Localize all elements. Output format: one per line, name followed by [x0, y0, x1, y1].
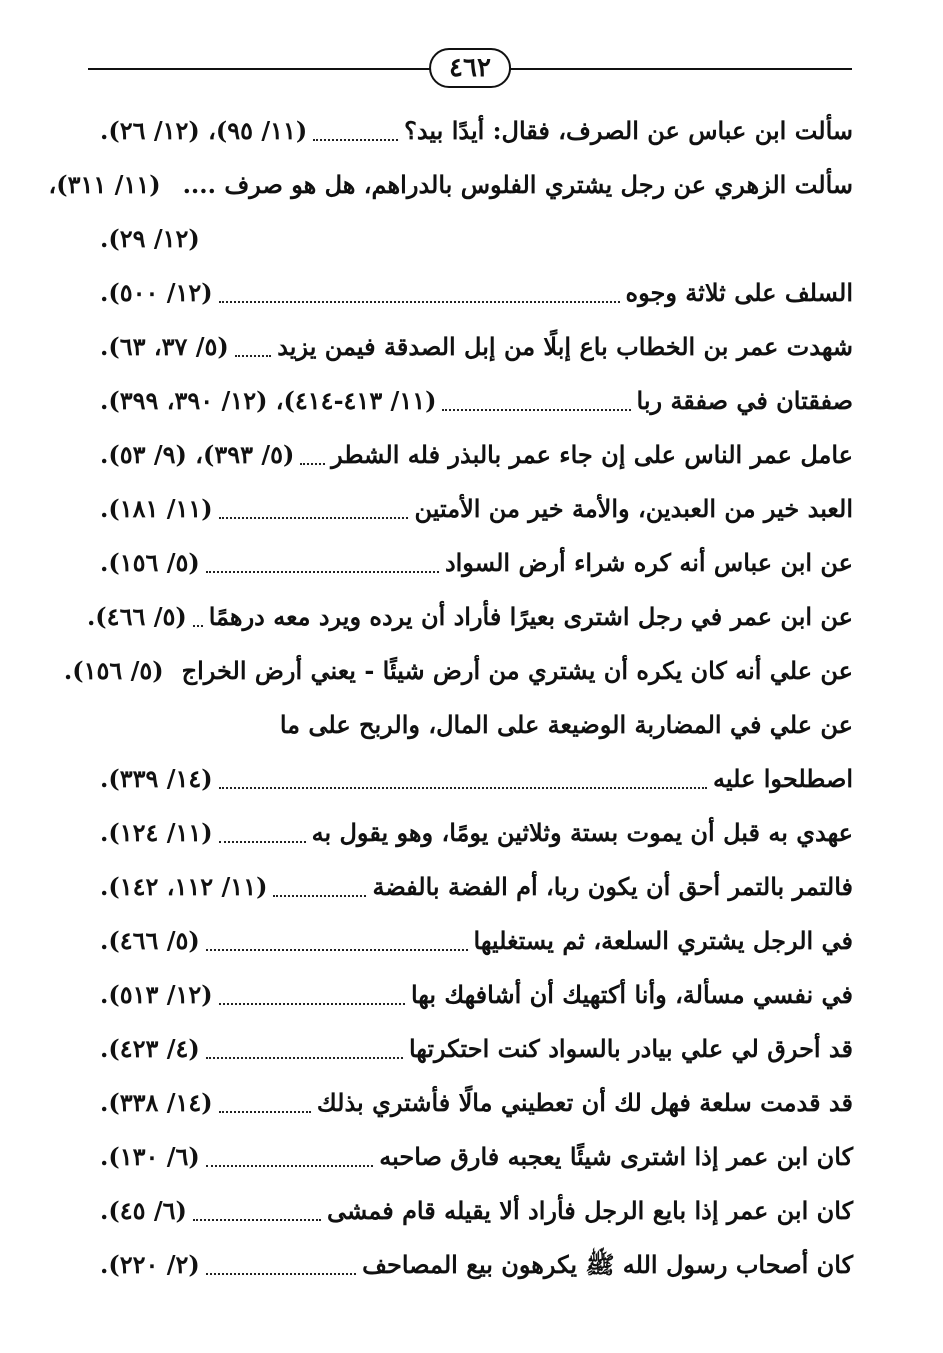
leader-dots — [206, 1163, 374, 1167]
entry-reference: (١٢/ ٥٠٠). — [100, 278, 213, 307]
entry-reference: (٥/ ٣٧، ٦٣). — [100, 332, 229, 361]
entry-reference: (٥/ ١٥٦). — [100, 548, 200, 577]
leader-dots — [219, 515, 409, 519]
leader-dots — [235, 353, 271, 357]
entry-text: شهدت عمر بن الخطاب باع إبلًا من إبل الصدقة فيمن يزيد — [277, 332, 853, 361]
entry-text: كان ابن عمر إذا اشترى شيئًا يعجبه فارق صاحبه — [379, 1142, 853, 1171]
index-entry — [100, 698, 853, 752]
index-entry — [100, 212, 853, 266]
leader-dots — [300, 461, 325, 465]
index-entry — [100, 968, 853, 1022]
entry-reference: (١١/ ١٢٤). — [100, 818, 213, 847]
index-entry — [100, 428, 853, 482]
entry-reference: (١١/ ١١٢، ١٤٢). — [100, 872, 268, 901]
entry-reference: (١٢/ ٥١٣). — [100, 980, 213, 1009]
index-entry — [100, 1022, 853, 1076]
entry-text: في الرجل يشتري السلعة، ثم يستغليها — [473, 926, 853, 955]
index-entry — [100, 266, 853, 320]
index-entry — [100, 914, 853, 968]
entry-text: عن ابن عمر في رجل اشترى بعيرًا فأراد أن يرده ويرد معه درهمًا — [208, 602, 853, 631]
index-entry — [100, 536, 853, 590]
entry-reference: (١١/ ٤١٣-٤١٤)، (١٢/ ٣٩٠، ٣٩٩). — [100, 386, 437, 415]
leader-dots — [219, 785, 707, 789]
entry-text: العبد خير من العبدين، والأمة خير من الأمتين — [414, 494, 853, 523]
leader-dots — [219, 1109, 311, 1113]
entry-reference: (٢/ ٢٢٠). — [100, 1250, 200, 1279]
index-entry — [100, 806, 853, 860]
entry-text: سألت الزهري عن رجل يشتري الفلوس بالدراهم، هل هو صرف .... — [182, 170, 853, 199]
index-entry — [100, 1238, 853, 1292]
entry-text: فالتمر بالتمر أحق أن يكون ربا، أم الفضة بالفضة — [372, 872, 853, 901]
entry-text: قد أحرق لي علي بيادر بالسواد كنت احتكرتها — [408, 1034, 853, 1063]
index-entry — [48, 158, 853, 212]
entry-reference: (٦/ ٤٥). — [100, 1196, 187, 1225]
leader-dots — [206, 1055, 403, 1059]
entry-text: اصطلحوا عليه — [713, 764, 853, 793]
leader-space — [168, 678, 178, 680]
leader-dots — [193, 623, 203, 627]
leader-dots — [273, 893, 366, 897]
leader-dots — [206, 947, 468, 951]
leader-space — [167, 192, 177, 194]
leader-dots — [193, 1217, 321, 1221]
leader-dots — [219, 299, 620, 303]
index-entry — [100, 320, 853, 374]
entry-reference: (١١/ ١٨١). — [100, 494, 213, 523]
entry-text: كان ابن عمر إذا بايع الرجل فأراد ألا يقيله قام فمشى — [326, 1196, 853, 1225]
index-entry — [86, 590, 853, 644]
entry-text: عن علي في المضاربة الوضيعة على المال، والربح على ما — [279, 710, 853, 739]
index-entry — [63, 644, 853, 698]
entry-reference: (١١/ ٣١١)، — [48, 170, 161, 199]
leader-dots — [206, 569, 439, 573]
entry-text: عهدي به قبل أن يموت بستة وثلاثين يومًا، وهو يقول به — [311, 818, 853, 847]
leader-space — [206, 246, 847, 248]
index-entry — [100, 482, 853, 536]
entry-reference: (٥/ ٣٩٣)، (٩/ ٥٣). — [100, 440, 295, 469]
entry-text: عن علي أنه كان يكره أن يشتري من أرض شيئًا - يعني أرض الخراج — [181, 656, 853, 685]
entry-reference: (٥/ ١٥٦). — [63, 656, 164, 685]
leader-dots — [442, 407, 630, 411]
entry-text: عامل عمر الناس على إن جاء عمر بالبذر فله الشطر — [331, 440, 853, 469]
leader-dots — [313, 137, 398, 141]
entry-reference: (١٢/ ٢٩). — [100, 224, 200, 253]
index-entry — [100, 1076, 853, 1130]
index-entry — [100, 104, 853, 158]
index-entry — [100, 1184, 853, 1238]
index-entry — [100, 374, 853, 428]
entry-reference: (٥/ ٤٦٦). — [100, 926, 200, 955]
page-number: ٤٦٢ — [429, 48, 511, 88]
index-entry — [100, 1130, 853, 1184]
leader-dots — [219, 1001, 405, 1005]
page-header — [88, 46, 852, 92]
index-list — [48, 104, 853, 1292]
entry-text: كان أصحاب رسول الله ﷺ يكرهون بيع المصاحف — [362, 1250, 853, 1279]
entry-reference: (٤/ ٤٢٣). — [100, 1034, 200, 1063]
index-entry — [100, 752, 853, 806]
entry-reference: (١٤/ ٣٣٩). — [100, 764, 213, 793]
entry-reference: (١١/ ٩٥)، (١٢/ ٢٦). — [100, 116, 308, 145]
entry-reference: (٥/ ٤٦٦). — [86, 602, 187, 631]
leader-dots — [206, 1271, 356, 1275]
entry-text: في نفسي مسألة، وأنا أكتهيك أن أشافهك بها — [410, 980, 853, 1009]
index-entry — [100, 860, 853, 914]
entry-reference: (٦/ ١٣٠). — [100, 1142, 200, 1171]
entry-text: صفقتان في صفقة ربا — [636, 386, 853, 415]
entry-reference: (١٤/ ٣٣٨). — [100, 1088, 213, 1117]
entry-text: قد قدمت سلعة فهل لك أن تعطيني مالًا فأشتري بذلك — [316, 1088, 853, 1117]
entry-text: عن ابن عباس أنه كره شراء أرض السواد — [444, 548, 853, 577]
entry-text: سألت ابن عباس عن الصرف، فقال: أيدًا بيد؟ — [404, 116, 853, 145]
entry-text: السلف على ثلاثة وجوه — [625, 278, 853, 307]
leader-dots — [219, 839, 306, 843]
